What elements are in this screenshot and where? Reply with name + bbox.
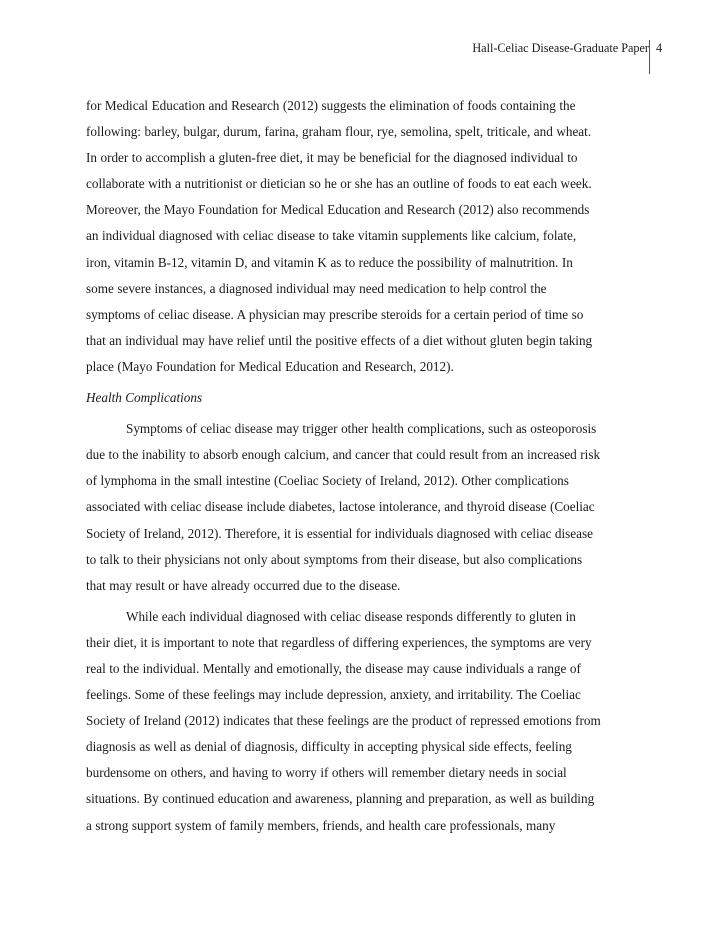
text-line: associated with celiac disease include diabetes, lactose intolerance, and thyroid disease (Coeliac [86, 499, 595, 515]
paragraph-1 [86, 93, 646, 380]
text-line: Moreover, the Mayo Foundation for Medical Education and Research (2012) also recommends [86, 202, 590, 218]
text-line: to talk to their physicians not only about symptoms from their disease, but also complications [86, 551, 583, 567]
text-line: place (Mayo Foundation for Medical Education and Research, 2012). [86, 358, 454, 374]
text-line: an individual diagnosed with celiac disease to take vitamin supplements like calcium, folate, [86, 228, 577, 244]
text-line: feelings. Some of these feelings may include depression, anxiety, and irritability. The Coeliac [86, 687, 581, 703]
running-head: Hall-Celiac Disease-Graduate Paper [472, 41, 649, 55]
text-line: Society of Ireland (2012) indicates that these feelings are the product of repressed emotions from [86, 713, 601, 729]
text-line: their diet, it is important to note that regardless of differing experiences, the symptoms are very [86, 634, 592, 650]
text-line: that may result or have already occurred due to the disease. [86, 577, 401, 593]
text-line: real to the individual. Mentally and emotionally, the disease may cause individuals a range of [86, 660, 581, 676]
text-line: due to the inability to absorb enough calcium, and cancer that could result from an increased risk [86, 447, 601, 463]
text-line: While each individual diagnosed with celiac disease responds differently to gluten in [126, 608, 576, 624]
text-line: collaborate with a nutritionist or dietician so he or she has an outline of foods to eat each week. [86, 176, 592, 192]
text-line: symptoms of celiac disease. A physician may prescribe steroids for a certain period of time so [86, 306, 584, 322]
text-line: iron, vitamin B-12, vitamin D, and vitamin K as to reduce the possibility of malnutrition. In [86, 254, 573, 270]
text-line: Symptoms of celiac disease may trigger other health complications, such as osteoporosis [126, 421, 597, 437]
text-line: for Medical Education and Research (2012) suggests the elimination of foods containing the [86, 98, 576, 113]
text-line: diagnosis as well as denial of diagnosis, difficulty in accepting physical side effects, feeling [86, 739, 572, 755]
text-line: that an individual may have relief until the positive effects of a diet without gluten begin taking [86, 332, 593, 348]
text-line: a strong support system of family members, friends, and health care professionals, many [86, 817, 556, 833]
text-line: of lymphoma in the small intestine (Coeliac Society of Ireland, 2012). Other complications [86, 473, 569, 489]
header-divider [649, 40, 650, 74]
text-line: burdensome on others, and having to worry if others will remember dietary needs in social [86, 765, 567, 781]
text-line: In order to accomplish a gluten-free diet, it may be beneficial for the diagnosed individual to [86, 150, 578, 166]
document-body [86, 93, 646, 839]
section-heading: Health Complications [86, 390, 203, 406]
text-line: situations. By continued education and awareness, planning and preparation, as well as building [86, 791, 595, 807]
page-number: 4 [656, 41, 663, 55]
text-line: some severe instances, a diagnosed individual may need medication to help control the [86, 280, 547, 296]
text-line: following: barley, bulgar, durum, farina, graham flour, rye, semolina, spelt, triticale, and wheat. [86, 124, 592, 140]
text-line: Society of Ireland, 2012). Therefore, it is essential for individuals diagnosed with celiac disease [86, 525, 593, 541]
paragraph-3 [86, 604, 646, 839]
paragraph-2 [86, 416, 646, 599]
